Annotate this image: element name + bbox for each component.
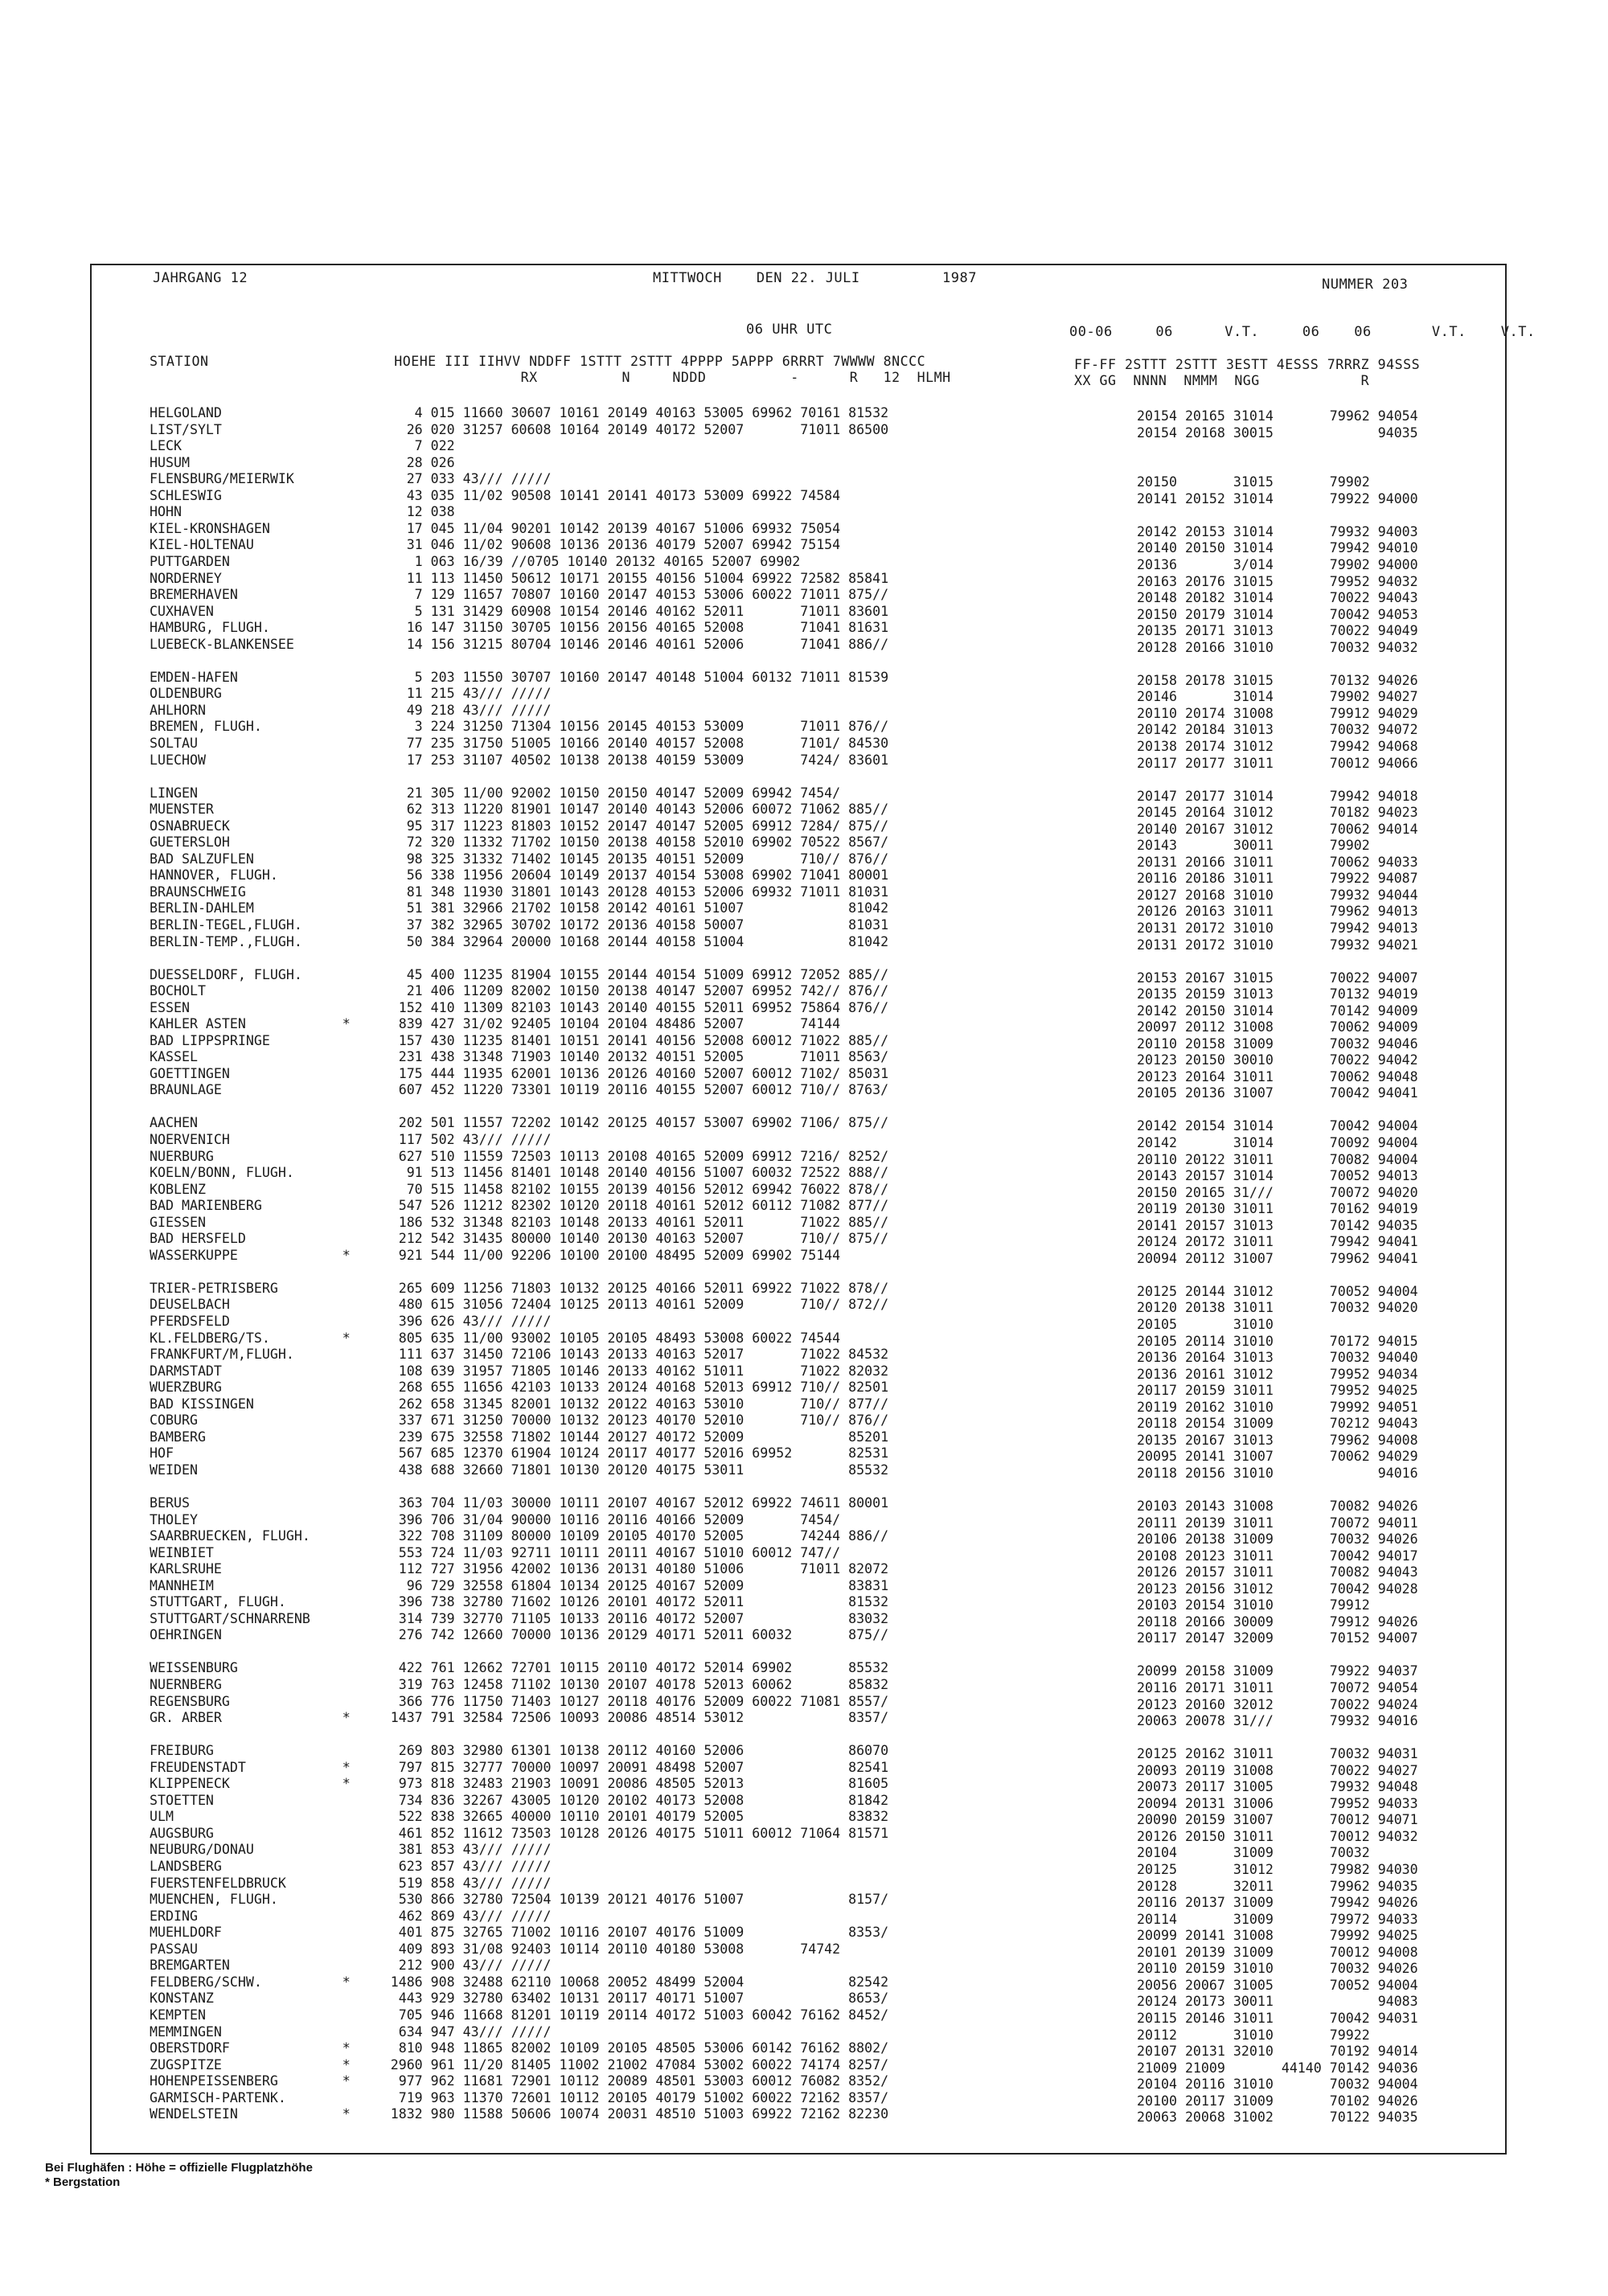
station-row: NUERBURG 627 510 11559 72503 10113 20108 40165 52009 69912 7216/ 8252/ bbox=[150, 1148, 889, 1164]
forecast-row: 20106 20138 31009 70032 94026 bbox=[1137, 1531, 1418, 1548]
station-row: KIEL-HOLTENAU 31 046 11/02 90608 10136 20136 40179 52007 69942 75154 bbox=[150, 537, 841, 553]
station-row: BERLIN-TEGEL,FLUGH. 37 382 32965 30702 10172 20136 40158 50007 81031 bbox=[150, 916, 889, 933]
station-row: FREIBURG 269 803 32980 61301 10138 20112 40160 52006 86070 bbox=[150, 1743, 889, 1759]
station-row: FRANKFURT/M,FLUGH. 111 637 31450 72106 10143 20133 40163 52017 71022 84532 bbox=[150, 1347, 889, 1363]
station-row: PASSAU 409 893 31/08 92403 10114 20110 40180 53008 74742 bbox=[150, 1941, 841, 1957]
station-row: LIST/SYLT 26 020 31257 60608 10164 20149 40172 52007 71011 86500 bbox=[150, 421, 889, 437]
station-row: MANNHEIM 96 729 32558 61804 10134 20125 40167 52009 83831 bbox=[150, 1577, 889, 1593]
station-row: LANDSBERG 623 857 43/// ///// bbox=[150, 1859, 552, 1874]
station-row: LINGEN 21 305 11/00 92002 10150 20150 40147 52009 69942 7454/ bbox=[150, 785, 841, 801]
forecast-row: 20123 20160 32012 70022 94024 bbox=[1137, 1696, 1418, 1712]
forecast-row: 20145 20164 31012 70182 94023 bbox=[1137, 805, 1418, 821]
station-row: FLENSBURG/MEIERWIK 27 033 43/// ///// bbox=[150, 471, 552, 487]
forecast-row: 20154 20165 31014 79962 94054 bbox=[1137, 408, 1418, 424]
forecast-row: 20131 20172 31010 79932 94021 bbox=[1137, 937, 1418, 953]
station-row: KARLSRUHE 112 727 31956 42002 10136 20131 40180 51006 71011 82072 bbox=[150, 1561, 889, 1577]
forecast-row: 20117 20177 31011 70012 94066 bbox=[1137, 755, 1418, 771]
observation-time: 06 UHR UTC bbox=[746, 322, 833, 338]
forecast-row: 20154 20168 30015 94035 bbox=[1137, 424, 1418, 441]
station-row: LECK 7 022 bbox=[150, 438, 455, 454]
station-row: FREUDENSTADT * 797 815 32777 70000 10097 20091 48498 52007 82541 bbox=[150, 1759, 889, 1775]
station-row: BERUS 363 704 11/03 30000 10111 20107 40167 52012 69922 74611 80001 bbox=[150, 1495, 889, 1511]
forecast-row: 20141 20157 31013 70142 94035 bbox=[1137, 1217, 1418, 1233]
station-row: DARMSTADT 108 639 31957 71805 10146 20133 40162 51011 71022 82032 bbox=[150, 1363, 889, 1379]
station-row: BAMBERG 239 675 32558 71802 10144 20127 40172 52009 85201 bbox=[150, 1429, 889, 1445]
footnote-mountain-station: * Bergstation bbox=[45, 2175, 121, 2189]
station-row: OLDENBURG 11 215 43/// ///// bbox=[150, 686, 552, 702]
station-row: BREMGARTEN 212 900 43/// ///// bbox=[150, 1958, 552, 1974]
station-row: WENDELSTEIN * 1832 980 11588 50606 10074 20031 48510 51003 69922 72162 82230 bbox=[150, 2106, 889, 2122]
station-row: GOETTINGEN 175 444 11935 62001 10136 20126 40160 52007 60012 7102/ 85031 bbox=[150, 1065, 889, 1081]
forecast-row: 20142 31014 70092 94004 bbox=[1137, 1135, 1418, 1150]
forecast-row: 20114 31009 79972 94033 bbox=[1137, 1911, 1418, 1927]
station-row: MEMMINGEN 634 947 43/// ///// bbox=[150, 2023, 552, 2040]
station-row: HANNOVER, FLUGH. 56 338 11956 20604 10149 20137 40154 53008 69902 71041 80001 bbox=[150, 867, 889, 884]
forecast-row: 20119 20162 31010 79992 94051 bbox=[1137, 1399, 1418, 1415]
forecast-row: 20093 20119 31008 70022 94027 bbox=[1137, 1762, 1418, 1778]
forecast-row: 20131 20172 31010 79942 94013 bbox=[1137, 920, 1418, 936]
forecast-row: 20110 20158 31009 70032 94046 bbox=[1137, 1035, 1418, 1052]
station-row: NORDERNEY 11 113 11450 50612 10171 20155 40156 51004 69922 72582 85841 bbox=[150, 570, 889, 586]
forecast-row: 20125 20144 31012 70052 94004 bbox=[1137, 1283, 1418, 1299]
station-row: ULM 522 838 32665 40000 10110 20101 40179 52005 83832 bbox=[150, 1809, 889, 1825]
forecast-row: 20101 20139 31009 70012 94008 bbox=[1137, 1944, 1418, 1960]
forecast-row: 20125 20162 31011 70032 94031 bbox=[1137, 1746, 1418, 1762]
forecast-row: 21009 21009 44140 70142 94036 bbox=[1137, 2060, 1418, 2076]
station-row: ZUGSPITZE * 2960 961 11/20 81405 11002 21002 47084 53002 60022 74174 8257/ bbox=[150, 2056, 889, 2073]
station-row: ESSEN 152 410 11309 82103 10143 20140 40155 52011 69952 75864 876// bbox=[150, 999, 889, 1015]
forecast-row: 20141 20152 31014 79922 94000 bbox=[1137, 490, 1418, 506]
right-header-line2: XX GG NNNN NMMM NGG R bbox=[1074, 373, 1370, 388]
forecast-row: 20135 20171 31013 70022 94049 bbox=[1137, 623, 1418, 639]
forecast-row: 20142 20153 31014 79932 94003 bbox=[1137, 523, 1418, 539]
station-row: REGENSBURG 366 776 11750 71403 10127 20118 40176 52009 60022 71081 8557/ bbox=[150, 1693, 889, 1709]
forecast-row: 20147 20177 31014 79942 94018 bbox=[1137, 788, 1418, 804]
station-row: WEINBIET 553 724 11/03 92711 10111 20111 40167 51010 60012 747// bbox=[150, 1544, 841, 1560]
station-row: MUEHLDORF 401 875 32765 71002 10116 20107 40176 51009 8353/ bbox=[150, 1925, 889, 1941]
forecast-row: 20148 20182 31014 70022 94043 bbox=[1137, 590, 1418, 606]
station-row: FELDBERG/SCHW. * 1486 908 32488 62110 10068 20052 48499 52004 82542 bbox=[150, 1974, 889, 1990]
forecast-row: 20105 31010 bbox=[1137, 1317, 1274, 1332]
station-row: CUXHAVEN 5 131 31429 60908 10154 20146 40162 52011 71011 83601 bbox=[150, 603, 889, 619]
forecast-row: 20110 20159 31010 70032 94026 bbox=[1137, 1961, 1418, 1977]
forecast-row: 20104 20116 31010 70032 94004 bbox=[1137, 2077, 1418, 2093]
forecast-row: 20125 31012 79982 94030 bbox=[1137, 1862, 1418, 1877]
station-row: BAD HERSFELD 212 542 31435 80000 10140 20130 40163 52007 710// 875// bbox=[150, 1231, 889, 1247]
station-row: WUERZBURG 268 655 11656 42103 10133 20124 40168 52013 69912 710// 82501 bbox=[150, 1380, 889, 1396]
station-row: KOBLENZ 70 515 11458 82102 10155 20139 40156 52012 69942 76022 878// bbox=[150, 1181, 889, 1197]
forecast-row: 20126 20163 31011 79962 94013 bbox=[1137, 904, 1418, 920]
forecast-row: 20099 20141 31008 79992 94025 bbox=[1137, 1928, 1418, 1944]
station-row: BAD KISSINGEN 262 658 31345 82001 10132 20122 40163 53010 710// 877// bbox=[150, 1396, 889, 1412]
station-row: BAD MARIENBERG 547 526 11212 82302 10120 20118 40161 52012 60112 71082 877// bbox=[150, 1198, 889, 1214]
station-row: STUTTGART/SCHNARRENB 314 739 32770 71105 10133 20116 40172 52007 83032 bbox=[150, 1610, 889, 1626]
forecast-row: 20110 20174 31008 79912 94029 bbox=[1137, 705, 1418, 721]
forecast-row: 20097 20112 31008 70062 94009 bbox=[1137, 1019, 1418, 1035]
forecast-row: 20123 20150 30010 70022 94042 bbox=[1137, 1052, 1418, 1068]
station-row: EMDEN-HAFEN 5 203 11550 30707 10160 20147 40148 51004 60132 71011 81539 bbox=[150, 669, 889, 685]
station-row: KOELN/BONN, FLUGH. 91 513 11456 81401 10148 20140 40156 51007 60032 72522 888// bbox=[150, 1165, 889, 1181]
station-row: LUEBECK-BLANKENSEE 14 156 31215 80704 10146 20146 40161 52006 71041 886// bbox=[150, 636, 889, 652]
column-header-line2: RX N NDDD - R 12 HLMH bbox=[150, 370, 951, 385]
forecast-row: 20126 20157 31011 70082 94043 bbox=[1137, 1564, 1418, 1581]
station-row: DEUSELBACH 480 615 31056 72404 10125 20113 40161 52009 710// 872// bbox=[150, 1297, 889, 1313]
station-row: BERLIN-TEMP.,FLUGH. 50 384 32964 20000 10168 20144 40158 51004 81042 bbox=[150, 933, 889, 949]
station-row: NEUBURG/DONAU 381 853 43/// ///// bbox=[150, 1842, 552, 1858]
station-row: AUGSBURG 461 852 11612 73503 10128 20126 40175 51011 60012 71064 81571 bbox=[150, 1825, 889, 1841]
forecast-row: 20142 20154 31014 70042 94004 bbox=[1137, 1118, 1418, 1134]
forecast-row: 20063 20078 31/// 79932 94016 bbox=[1137, 1713, 1418, 1729]
station-row: HOF 567 685 12370 61904 10124 20117 40177 52016 69952 82531 bbox=[150, 1445, 889, 1462]
station-row: BERLIN-DAHLEM 51 381 32966 21702 10158 20142 40161 51007 81042 bbox=[150, 900, 889, 916]
forecast-row: 20150 20179 31014 70042 94053 bbox=[1137, 606, 1418, 622]
forecast-row: 20120 20138 31011 70032 94020 bbox=[1137, 1300, 1418, 1316]
forecast-row: 20126 20150 31011 70012 94032 bbox=[1137, 1828, 1418, 1844]
forecast-row: 20090 20159 31007 70012 94071 bbox=[1137, 1812, 1418, 1828]
forecast-row: 20128 20166 31010 70032 94032 bbox=[1137, 639, 1418, 655]
forecast-row: 20138 20174 31012 79942 94068 bbox=[1137, 738, 1418, 754]
forecast-row: 20118 20166 30009 79912 94026 bbox=[1137, 1613, 1418, 1630]
forecast-row: 20127 20168 31010 79932 94044 bbox=[1137, 887, 1418, 903]
forecast-row: 20143 20157 31014 70052 94013 bbox=[1137, 1168, 1418, 1184]
forecast-row: 20110 20122 31011 70082 94004 bbox=[1137, 1151, 1418, 1167]
station-row: STOETTEN 734 836 32267 43005 10120 20102 40173 52008 81842 bbox=[150, 1792, 889, 1808]
forecast-row: 20105 20114 31010 70172 94015 bbox=[1137, 1333, 1418, 1349]
station-row: BREMERHAVEN 7 129 11657 70807 10160 20147 40153 53006 60022 71011 875// bbox=[150, 587, 889, 603]
station-row: HAMBURG, FLUGH. 16 147 31150 30705 10156 20156 40165 52008 71041 81631 bbox=[150, 620, 889, 636]
forecast-row: 20140 20150 31014 79942 94010 bbox=[1137, 540, 1418, 556]
forecast-row: 20112 31010 79922 bbox=[1137, 2027, 1370, 2043]
forecast-row: 20123 20156 31012 70042 94028 bbox=[1137, 1581, 1418, 1597]
station-row: SOLTAU 77 235 31750 51005 10166 20140 40157 52008 7101/ 84530 bbox=[150, 735, 889, 751]
forecast-row: 20135 20159 31013 70132 94019 bbox=[1137, 986, 1418, 1002]
station-row: PUTTGARDEN 1 063 16/39 //0705 10140 20132 40165 52007 69902 bbox=[150, 553, 801, 569]
station-row: HOHN 12 038 bbox=[150, 504, 455, 520]
station-row: BRAUNLAGE 607 452 11220 73301 10119 20116 40155 52007 60012 710// 8763/ bbox=[150, 1082, 889, 1098]
station-row: DUESSELDORF, FLUGH. 45 400 11235 81904 10155 20144 40154 51009 69912 72052 885// bbox=[150, 966, 889, 982]
station-row: MUENSTER 62 313 11220 81901 10147 20140 40143 52006 60072 71062 885// bbox=[150, 802, 889, 818]
forecast-row: 20117 20147 32009 70152 94007 bbox=[1137, 1630, 1418, 1646]
forecast-row: 20136 3/014 79902 94000 bbox=[1137, 556, 1418, 572]
date-label: MITTWOCH DEN 22. JULI bbox=[653, 270, 860, 286]
forecast-row: 20100 20117 31009 70102 94026 bbox=[1137, 2093, 1418, 2109]
forecast-row: 20107 20131 32010 70192 94014 bbox=[1137, 2044, 1418, 2060]
station-row: WASSERKUPPE * 921 544 11/00 92206 10100 20100 48495 52009 69902 75144 bbox=[150, 1247, 841, 1263]
forecast-row: 20119 20130 31011 70162 94019 bbox=[1137, 1201, 1418, 1217]
forecast-row: 20146 31014 79902 94027 bbox=[1137, 689, 1418, 705]
forecast-row: 20128 32011 79962 94035 bbox=[1137, 1878, 1418, 1894]
station-row: OSNABRUECK 95 317 11223 81803 10152 20147 40147 52005 69912 7284/ 875// bbox=[150, 818, 889, 834]
forecast-row: 20099 20158 31009 79922 94037 bbox=[1137, 1663, 1418, 1679]
station-row: MUENCHEN, FLUGH. 530 866 32780 72504 10139 20121 40176 51007 8157/ bbox=[150, 1892, 889, 1908]
station-row: PFERDSFELD 396 626 43/// ///// bbox=[150, 1314, 552, 1329]
station-row: THOLEY 396 706 31/04 90000 10116 20116 40166 52009 7454/ bbox=[150, 1511, 841, 1527]
forecast-row: 20111 20139 31011 70072 94011 bbox=[1137, 1515, 1418, 1531]
station-row: HUSUM 28 026 bbox=[150, 454, 455, 470]
forecast-row: 20094 20112 31007 79962 94041 bbox=[1137, 1250, 1418, 1266]
station-row: GUETERSLOH 72 320 11332 71702 10150 20138 40158 52010 69902 70522 8567/ bbox=[150, 834, 889, 851]
forecast-row: 20095 20141 31007 70062 94029 bbox=[1137, 1449, 1418, 1465]
station-row: WEISSENBURG 422 761 12662 72701 10115 20110 40172 52014 69902 85532 bbox=[150, 1660, 889, 1676]
station-row: HELGOLAND 4 015 11660 30607 10161 20149 40163 53005 69962 70161 81532 bbox=[150, 405, 889, 420]
forecast-row: 20153 20167 31015 70022 94007 bbox=[1137, 970, 1418, 986]
station-row: GARMISCH-PARTENK. 719 963 11370 72601 10112 20105 40179 51002 60022 72162 8357/ bbox=[150, 2089, 889, 2105]
station-row: WEIDEN 438 688 32660 71801 10130 20120 40175 53011 85532 bbox=[150, 1462, 889, 1478]
forecast-row: 20073 20117 31005 79932 94048 bbox=[1137, 1779, 1418, 1795]
station-row: OBERSTDORF * 810 948 11865 82002 10109 20105 48505 53006 60142 76162 8802/ bbox=[150, 2040, 889, 2056]
station-row: AACHEN 202 501 11557 72202 10142 20125 40157 53007 69902 7106/ 875// bbox=[150, 1115, 889, 1131]
forecast-row: 20103 20143 31008 70082 94026 bbox=[1137, 1499, 1418, 1514]
forecast-row: 20123 20164 31011 70062 94048 bbox=[1137, 1068, 1418, 1084]
column-header-line1: STATION HOEHE III IIHVV NDDFF 1STTT 2STTT 4PPPP 5APPP 6RRRT 7WWWW 8NCCC bbox=[150, 354, 926, 369]
forecast-row: 20116 20186 31011 79922 94087 bbox=[1137, 871, 1418, 887]
forecast-row: 20136 20164 31013 70032 94040 bbox=[1137, 1350, 1418, 1366]
station-row: KLIPPENECK * 973 818 32483 21903 10091 20086 48505 52013 81605 bbox=[150, 1776, 889, 1792]
station-row: KAHLER ASTEN * 839 427 31/02 92405 10104 20104 48486 52007 74144 bbox=[150, 1016, 841, 1032]
forecast-row: 20163 20176 31015 79952 94032 bbox=[1137, 573, 1418, 589]
forecast-row: 20105 20136 31007 70042 94041 bbox=[1137, 1085, 1418, 1101]
station-row: TRIER-PETRISBERG 265 609 11256 71803 10132 20125 40166 52011 69922 71022 878// bbox=[150, 1280, 889, 1296]
station-row: STUTTGART, FLUGH. 396 738 32780 71602 10126 20101 40172 52011 81532 bbox=[150, 1594, 889, 1610]
forecast-row: 20115 20146 31011 70042 94031 bbox=[1137, 2010, 1418, 2026]
station-row: HOHENPEISSENBERG * 977 962 11681 72901 10112 20089 48501 53003 60012 76082 8352/ bbox=[150, 2073, 889, 2089]
station-row: BREMEN, FLUGH. 3 224 31250 71304 10156 20145 40153 53009 71011 876// bbox=[150, 719, 889, 735]
forecast-row: 20108 20123 31011 70042 94017 bbox=[1137, 1548, 1418, 1564]
forecast-row: 20103 20154 31010 79912 bbox=[1137, 1597, 1370, 1613]
station-row: GIESSEN 186 532 31348 82103 10148 20133 40161 52011 71022 885// bbox=[150, 1214, 889, 1230]
forecast-row: 20142 20184 31013 70032 94072 bbox=[1137, 722, 1418, 738]
forecast-row: 20117 20159 31011 79952 94025 bbox=[1137, 1383, 1418, 1399]
right-header-line1: FF-FF 2STTT 2STTT 3ESTT 4ESSS 7RRRZ 94SSS bbox=[1074, 357, 1421, 372]
forecast-row: 20131 20166 31011 70062 94033 bbox=[1137, 854, 1418, 870]
forecast-row: 20124 20172 31011 79942 94041 bbox=[1137, 1234, 1418, 1250]
station-row: KONSTANZ 443 929 32780 63402 10131 20117 40171 51007 8653/ bbox=[150, 1991, 889, 2007]
forecast-row: 20158 20178 31015 70132 94026 bbox=[1137, 672, 1418, 688]
forecast-row: 20142 20150 31014 70142 94009 bbox=[1137, 1002, 1418, 1019]
right-column-times: 00-06 06 V.T. 06 06 V.T. V.T. bbox=[1069, 324, 1536, 340]
station-row: LUECHOW 17 253 31107 40502 10138 20138 40159 53009 7424/ 83601 bbox=[150, 752, 889, 768]
station-row: KIEL-KRONSHAGEN 17 045 11/04 90201 10142 20139 40167 51006 69932 75054 bbox=[150, 520, 841, 536]
year-label: 1987 bbox=[942, 270, 977, 286]
footnote-airports: Bei Flughäfen : Höhe = offizielle Flugplatzhöhe bbox=[45, 2161, 313, 2175]
station-row: ERDING 462 869 43/// ///// bbox=[150, 1908, 552, 1924]
forecast-row: 20143 30011 79902 bbox=[1137, 838, 1370, 854]
forecast-row: 20094 20131 31006 79952 94033 bbox=[1137, 1795, 1418, 1811]
forecast-row: 20118 20154 31009 70212 94043 bbox=[1137, 1416, 1418, 1432]
station-row: KASSEL 231 438 31348 71903 10140 20132 40151 52005 71011 8563/ bbox=[150, 1049, 889, 1065]
station-row: KL.FELDBERG/TS. * 805 635 11/00 93002 10105 20105 48493 53008 60022 74544 bbox=[150, 1330, 841, 1346]
forecast-row: 20140 20167 31012 70062 94014 bbox=[1137, 821, 1418, 837]
station-row: SCHLESWIG 43 035 11/02 90508 10141 20141 40173 53009 69922 74584 bbox=[150, 487, 841, 503]
forecast-row: 20063 20068 31002 70122 94035 bbox=[1137, 2109, 1418, 2126]
forecast-row: 20056 20067 31005 70052 94004 bbox=[1137, 1977, 1418, 1993]
station-row: NOERVENICH 117 502 43/// ///// bbox=[150, 1132, 552, 1147]
station-row: SAARBRUECKEN, FLUGH. 322 708 31109 80000 10109 20105 40170 52005 74244 886// bbox=[150, 1528, 889, 1544]
station-row: AHLHORN 49 218 43/// ///// bbox=[150, 702, 552, 718]
forecast-row: 20116 20171 31011 70072 94054 bbox=[1137, 1680, 1418, 1695]
station-row: COBURG 337 671 31250 70000 10132 20123 40170 52010 710// 876// bbox=[150, 1412, 889, 1429]
forecast-row: 20118 20156 31010 94016 bbox=[1137, 1465, 1418, 1481]
station-row: GR. ARBER * 1437 791 32584 72506 10093 20086 48514 53012 8357/ bbox=[150, 1710, 889, 1726]
station-row: BRAUNSCHWEIG 81 348 11930 31801 10143 20128 40153 52006 69932 71011 81031 bbox=[150, 884, 889, 900]
issue-number: NUMMER 203 bbox=[1322, 277, 1409, 293]
forecast-row: 20135 20167 31013 79962 94008 bbox=[1137, 1432, 1418, 1448]
forecast-row: 20116 20137 31009 79942 94026 bbox=[1137, 1895, 1418, 1911]
forecast-row: 20104 31009 70032 bbox=[1137, 1845, 1370, 1861]
volume-label: JAHRGANG 12 bbox=[153, 270, 248, 286]
forecast-row: 20124 20173 30011 94083 bbox=[1137, 1994, 1418, 2010]
forecast-row: 20150 20165 31/// 70072 94020 bbox=[1137, 1184, 1418, 1200]
station-row: OEHRINGEN 276 742 12660 70000 10136 20129 40171 52011 60032 875// bbox=[150, 1627, 889, 1643]
forecast-row: 20136 20161 31012 79952 94034 bbox=[1137, 1366, 1418, 1382]
station-row: NUERNBERG 319 763 12458 71102 10130 20107 40178 52013 60062 85832 bbox=[150, 1677, 889, 1692]
station-row: FUERSTENFELDBRUCK 519 858 43/// ///// bbox=[150, 1875, 552, 1891]
station-row: KEMPTEN 705 946 11668 81201 10119 20114 40172 51003 60042 76162 8452/ bbox=[150, 2007, 889, 2023]
station-row: BAD LIPPSPRINGE 157 430 11235 81401 10151 20141 40156 52008 60012 71022 885// bbox=[150, 1032, 889, 1048]
station-row: BAD SALZUFLEN 98 325 31332 71402 10145 20135 40151 52009 710// 876// bbox=[150, 851, 889, 867]
forecast-row: 20150 31015 79902 bbox=[1137, 474, 1370, 490]
station-row: BOCHOLT 21 406 11209 82002 10150 20138 40147 52007 69952 742// 876// bbox=[150, 983, 889, 999]
